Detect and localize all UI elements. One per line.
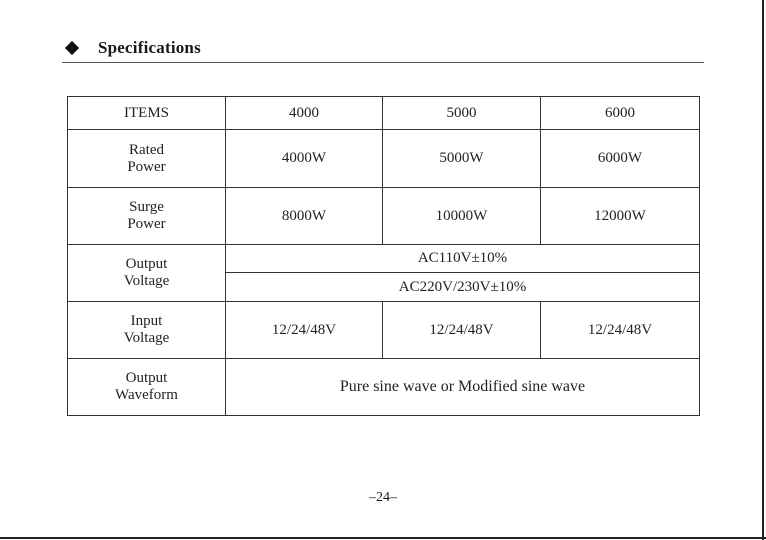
model-header-5000: 5000 [383, 97, 541, 130]
surge-power-4000: 8000W [226, 188, 383, 245]
output-waveform-value: Pure sine wave or Modified sine wave [226, 359, 700, 416]
output-waveform-row [68, 359, 700, 416]
surge-power-label: Surge Power [68, 188, 226, 245]
page-edge-right [762, 0, 764, 540]
rated-power-row [68, 130, 700, 188]
rated-power-4000: 4000W [226, 130, 383, 188]
table-header-row [68, 97, 700, 130]
output-voltage-label: Output Voltage [68, 245, 226, 302]
surge-power-5000: 10000W [383, 188, 541, 245]
surge-power-6000: 12000W [541, 188, 700, 245]
rated-power-6000: 6000W [541, 130, 700, 188]
input-voltage-row [68, 302, 700, 359]
specifications-table [67, 96, 700, 416]
items-header: ITEMS [68, 97, 226, 130]
page-number: –24– [369, 490, 397, 505]
output-voltage-220v: AC220V/230V±10% [226, 273, 700, 302]
rated-power-5000: 5000W [383, 130, 541, 188]
input-voltage-6000: 12/24/48V [541, 302, 700, 359]
heading-underline [62, 62, 704, 63]
model-header-6000: 6000 [541, 97, 700, 130]
rated-power-label: Rated Power [68, 130, 226, 188]
output-voltage-row-1 [68, 245, 700, 273]
diamond-bullet-icon [65, 41, 79, 55]
section-heading [64, 36, 201, 60]
input-voltage-label: Input Voltage [68, 302, 226, 359]
page-edge-bottom [0, 537, 766, 539]
section-title: Specifications [98, 38, 201, 57]
output-voltage-110v: AC110V±10% [226, 245, 700, 273]
output-waveform-label: Output Waveform [68, 359, 226, 416]
model-header-4000: 4000 [226, 97, 383, 130]
input-voltage-5000: 12/24/48V [383, 302, 541, 359]
input-voltage-4000: 12/24/48V [226, 302, 383, 359]
surge-power-row [68, 188, 700, 245]
